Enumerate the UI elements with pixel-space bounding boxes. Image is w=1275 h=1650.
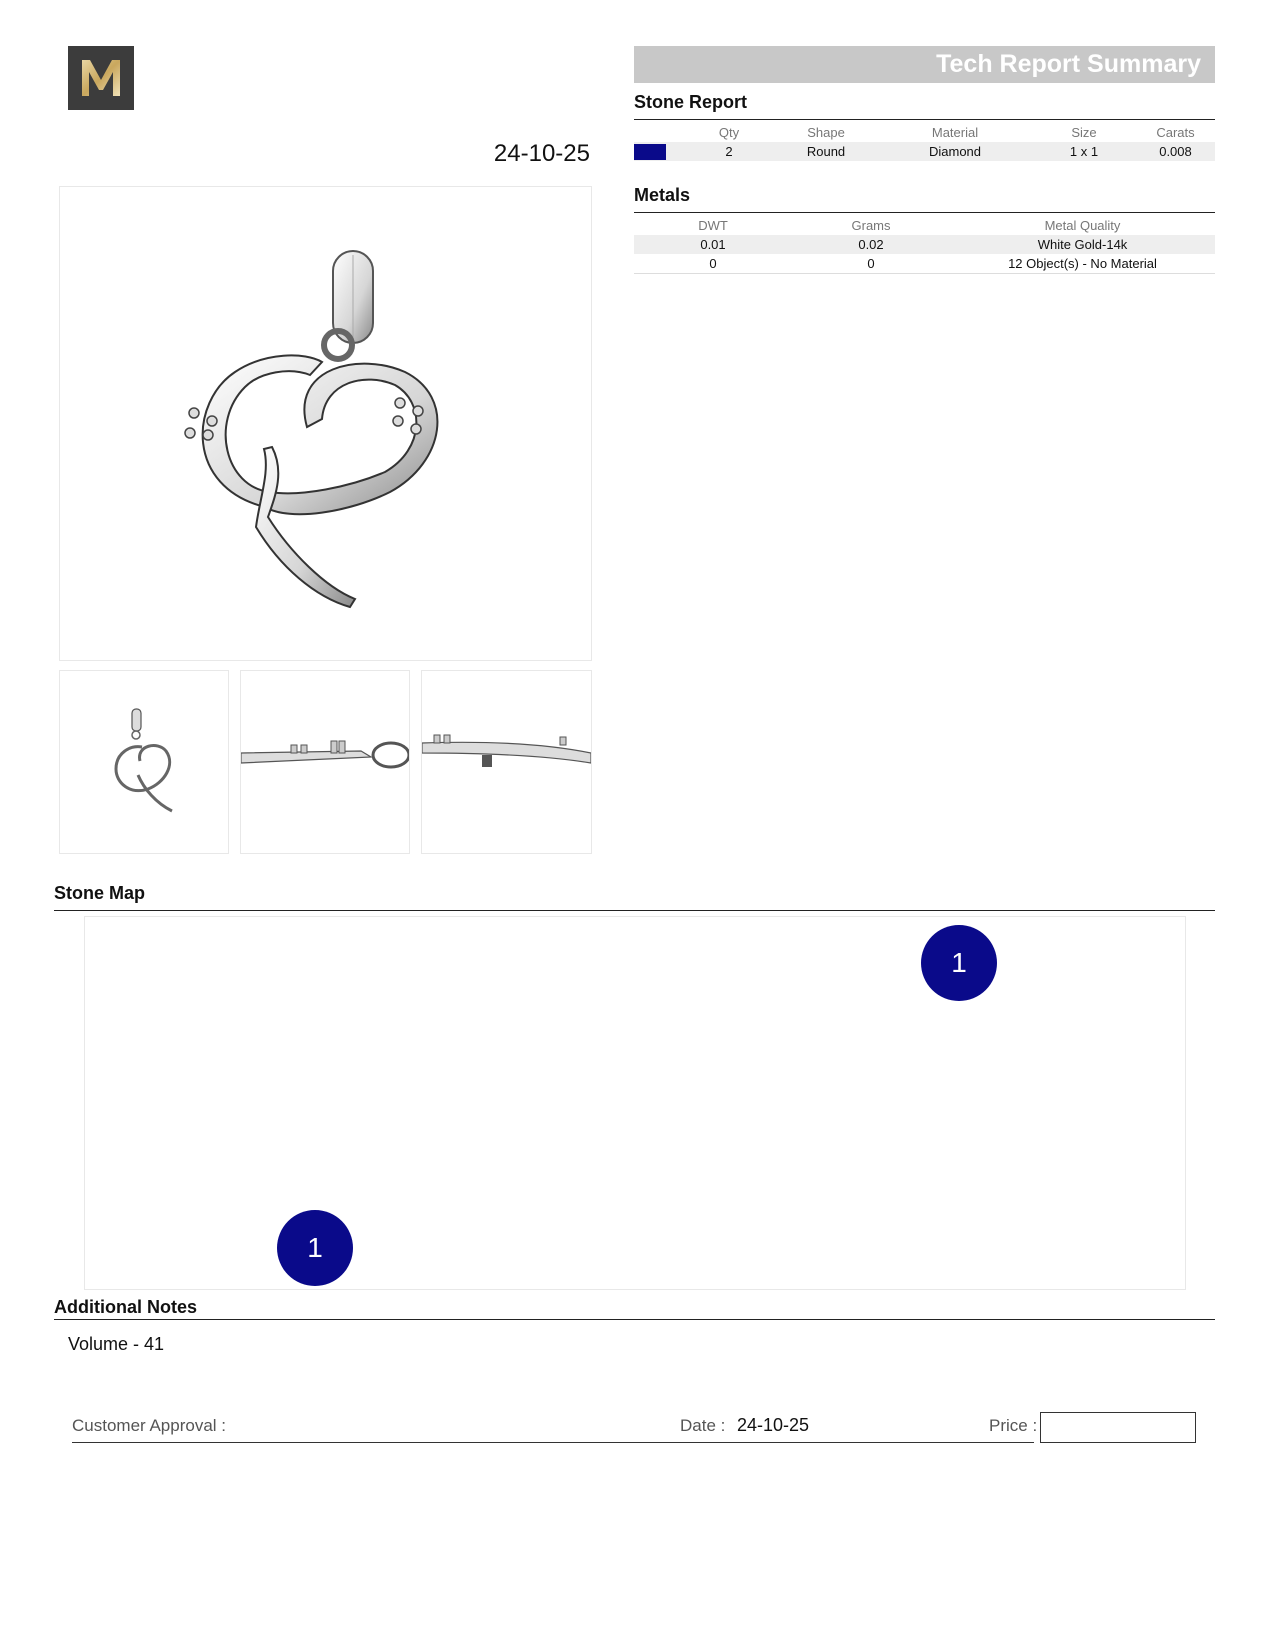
stone-map-rule xyxy=(54,910,1215,911)
metal-quality: 12 Object(s) - No Material xyxy=(950,254,1215,274)
stone-qty: 2 xyxy=(684,142,774,161)
column-header: Carats xyxy=(1156,124,1195,140)
column-header: Material xyxy=(931,124,979,140)
metals-table xyxy=(634,215,1215,274)
additional-notes-title: Additional Notes xyxy=(54,1297,197,1317)
stone-report-table xyxy=(634,122,1215,161)
notes-rule xyxy=(54,1319,1215,1320)
stone-size: 1 x 1 xyxy=(1032,142,1136,161)
stone-map-area xyxy=(84,916,1186,1290)
main-product-image xyxy=(59,186,592,661)
stone-report-title: Stone Report xyxy=(634,92,748,112)
column-header: DWT xyxy=(698,217,728,233)
stone-material: Diamond xyxy=(878,142,1032,161)
metal-quality: White Gold-14k xyxy=(950,235,1215,254)
pendant-q-bottom-icon xyxy=(422,671,591,853)
company-logo xyxy=(68,46,134,110)
metals-header xyxy=(634,215,1215,235)
stone-color-swatch xyxy=(634,144,666,160)
approval-date-value: 24-10-25 xyxy=(737,1415,810,1435)
table-row xyxy=(634,235,1215,254)
price-input[interactable] xyxy=(1040,1412,1196,1443)
column-header: Metal Quality xyxy=(1044,217,1121,233)
thumbnail-front[interactable] xyxy=(59,670,229,854)
column-header: Qty xyxy=(718,124,740,140)
stone-report-rule xyxy=(634,119,1215,120)
metal-dwt: 0 xyxy=(634,254,792,274)
table-row xyxy=(634,142,1215,161)
summary-title: Tech Report Summary xyxy=(936,50,1201,78)
table-row xyxy=(634,254,1215,274)
pendant-q-small-icon xyxy=(60,671,228,853)
approval-signature-line xyxy=(72,1442,1034,1443)
m-logo-icon xyxy=(68,46,134,110)
pendant-q-side-icon xyxy=(241,671,409,853)
stone-carats: 0.008 xyxy=(1136,142,1215,161)
stone-marker[interactable]: 1 xyxy=(277,1210,353,1286)
metals-title: Metals xyxy=(634,185,691,205)
summary-banner xyxy=(634,46,1215,83)
metal-grams: 0.02 xyxy=(792,235,950,254)
column-header: Shape xyxy=(807,124,845,140)
notes-text: Volume - 41 xyxy=(68,1334,165,1354)
stone-report-header xyxy=(634,122,1215,142)
date-label: Date : xyxy=(680,1416,726,1435)
thumbnail-side[interactable] xyxy=(240,670,410,854)
metal-grams: 0 xyxy=(792,254,950,274)
stone-marker[interactable]: 1 xyxy=(921,925,997,1001)
stone-map-title: Stone Map xyxy=(54,883,146,903)
column-header: Size xyxy=(1071,124,1097,140)
pendant-q-front-icon xyxy=(60,187,591,660)
customer-approval-label: Customer Approval : xyxy=(72,1416,227,1435)
metals-rule xyxy=(634,212,1215,213)
price-label: Price : xyxy=(989,1416,1038,1435)
stone-shape: Round xyxy=(774,142,878,161)
thumbnail-bottom[interactable] xyxy=(421,670,592,854)
metal-dwt: 0.01 xyxy=(634,235,792,254)
report-date: 24-10-25 xyxy=(493,140,590,167)
column-header: Grams xyxy=(851,217,891,233)
